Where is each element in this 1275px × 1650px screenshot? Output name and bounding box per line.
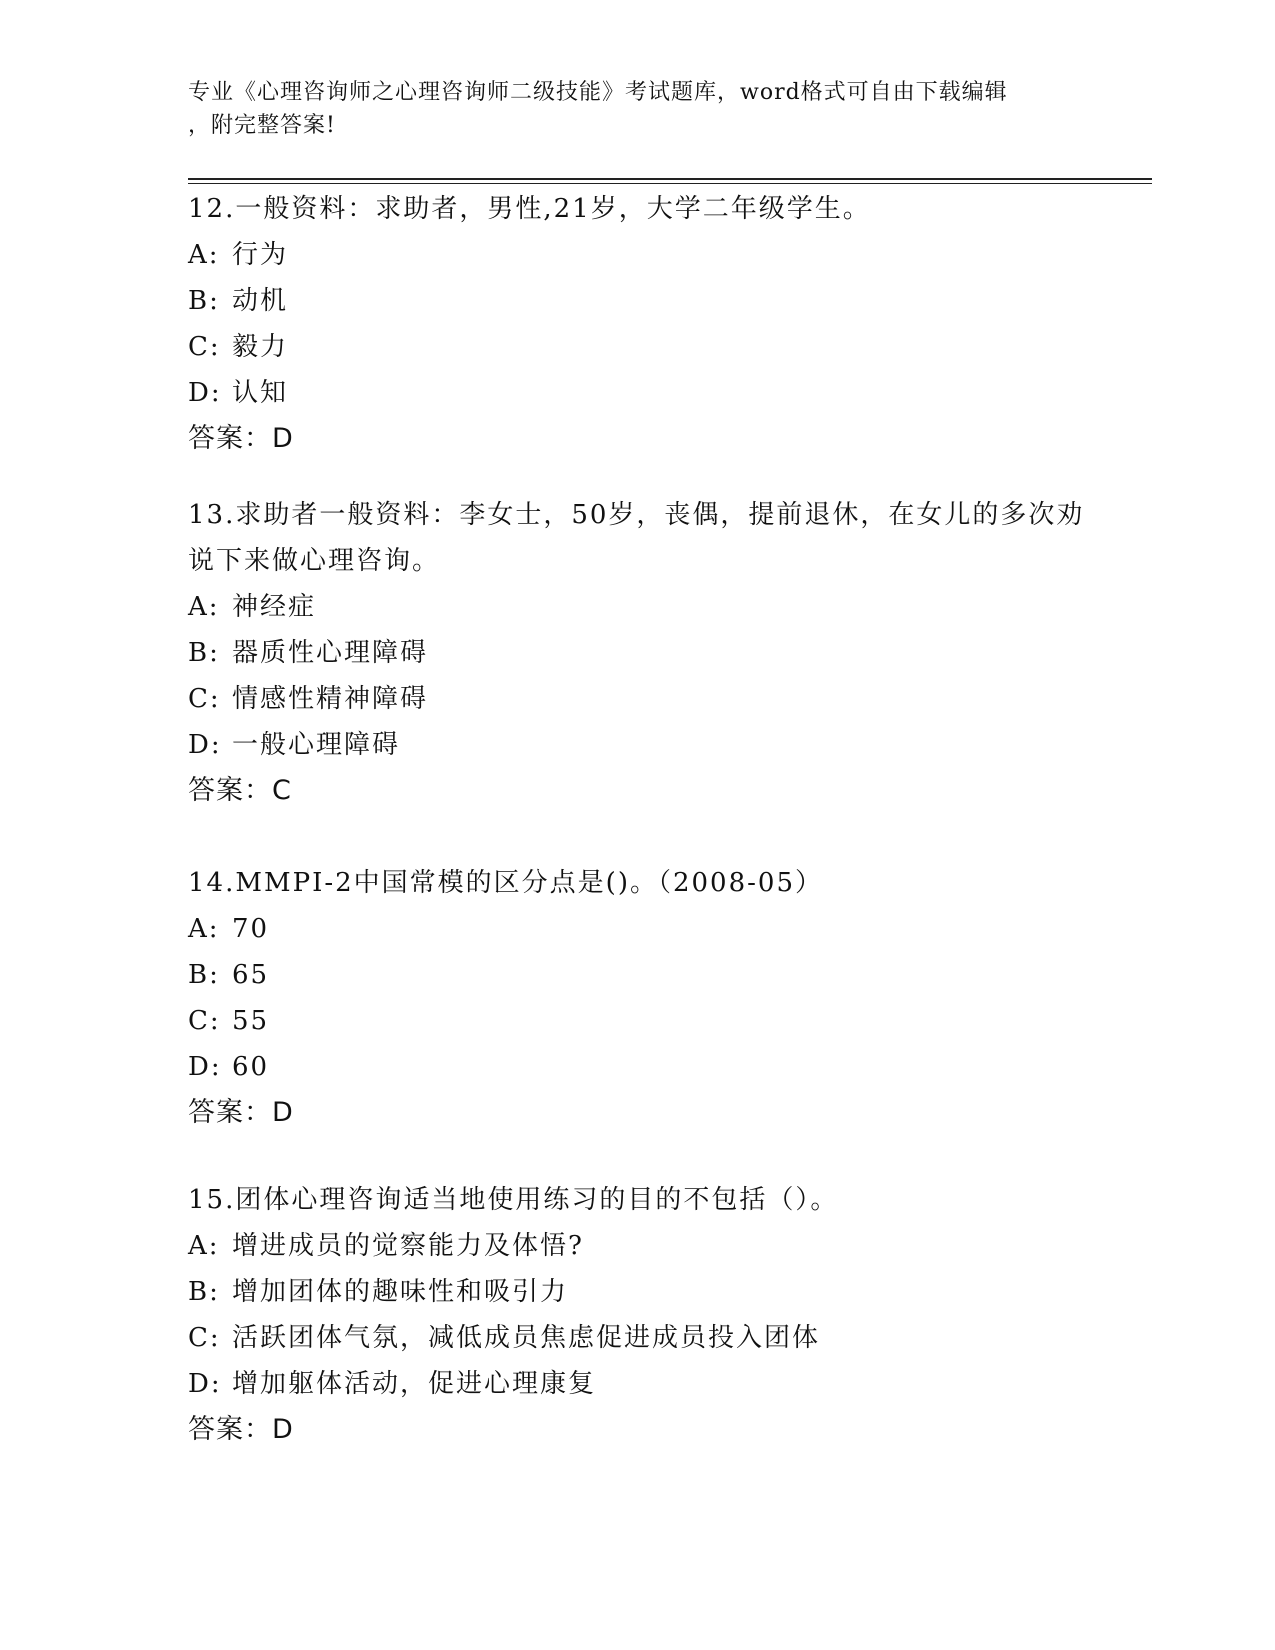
question-stem: 12.一般资料：求助者，男性,21岁，大学二年级学生。: [188, 194, 871, 224]
option-key: D:: [188, 1052, 222, 1082]
header-divider: [188, 178, 1152, 184]
option-text: 增进成员的觉察能力及体悟?: [232, 1231, 584, 1261]
option-text: 神经症: [232, 592, 317, 622]
option-key: D:: [188, 378, 222, 408]
option-text: 活跃团体气氛，减低成员焦虑促进成员投入团体: [232, 1323, 821, 1353]
option-key: A:: [188, 240, 220, 270]
option-text: 增加躯体活动，促进心理康复: [232, 1369, 597, 1399]
option-key: A:: [188, 1231, 220, 1261]
option-key: D:: [188, 730, 222, 760]
option-text: 65: [232, 960, 270, 990]
option-d: [188, 722, 1088, 768]
answer: 答案：D: [188, 423, 294, 454]
option-a: [188, 906, 1088, 952]
option-c: [188, 1315, 1088, 1361]
option-key: A:: [188, 592, 220, 622]
option-text: 情感性精神障碍: [232, 684, 429, 714]
option-text: 认知: [232, 378, 289, 408]
answer: 答案：D: [188, 1414, 294, 1445]
question-14: [188, 860, 1088, 1136]
option-key: B:: [188, 286, 220, 316]
question-15: [188, 1177, 1088, 1453]
option-b: [188, 278, 1088, 324]
option-text: 55: [232, 1006, 270, 1036]
option-text: 毅力: [232, 332, 289, 362]
header-line-1: 专业《心理咨询师之心理咨询师二级技能》考试题库，word格式可自由下载编辑: [188, 80, 1008, 105]
option-d: [188, 1361, 1088, 1407]
option-d: [188, 1044, 1088, 1090]
option-key: B:: [188, 1277, 220, 1307]
option-key: D:: [188, 1369, 222, 1399]
answer: 答案：D: [188, 1097, 294, 1128]
option-d: [188, 370, 1088, 416]
option-text: 增加团体的趣味性和吸引力: [232, 1277, 569, 1307]
option-text: 一般心理障碍: [232, 730, 401, 760]
option-text: 60: [232, 1052, 270, 1082]
option-key: B:: [188, 960, 220, 990]
option-key: C:: [188, 332, 221, 362]
header-line-2: ，附完整答案!: [188, 113, 336, 138]
option-text: 行为: [232, 240, 289, 270]
document-header: [188, 76, 1088, 142]
question-stem: 13.求助者一般资料：李女士，50岁，丧偶，提前退休，在女儿的多次劝说下来做心理咨询。: [188, 500, 1085, 576]
option-c: [188, 324, 1088, 370]
option-key: B:: [188, 638, 220, 668]
option-b: [188, 630, 1088, 676]
option-text: 器质性心理障碍: [232, 638, 429, 668]
option-key: C:: [188, 1323, 221, 1353]
question-13: [188, 492, 1088, 814]
option-a: [188, 232, 1088, 278]
question-stem: 14.MMPI-2中国常模的区分点是()。（2008-05）: [188, 868, 824, 898]
option-text: 70: [232, 914, 270, 944]
option-key: C:: [188, 684, 221, 714]
option-text: 动机: [232, 286, 289, 316]
option-c: [188, 676, 1088, 722]
answer: 答案：C: [188, 775, 292, 806]
option-a: [188, 1223, 1088, 1269]
question-12: [188, 186, 1088, 462]
option-key: A:: [188, 914, 220, 944]
option-a: [188, 584, 1088, 630]
option-b: [188, 952, 1088, 998]
option-key: C:: [188, 1006, 221, 1036]
question-stem: 15.团体心理咨询适当地使用练习的目的不包括（）。: [188, 1185, 839, 1215]
option-b: [188, 1269, 1088, 1315]
option-c: [188, 998, 1088, 1044]
